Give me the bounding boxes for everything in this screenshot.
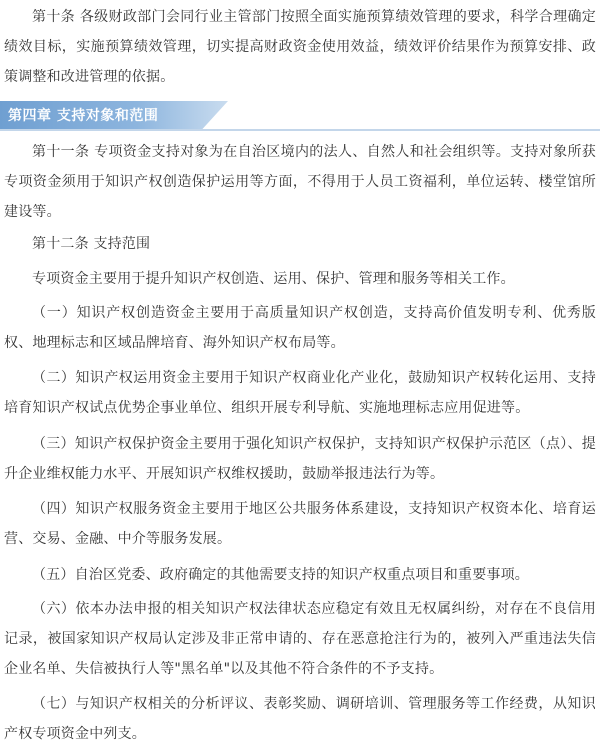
article-12-item-1: （一）知识产权创造资金主要用于高质量知识产权创造，支持高价值发明专利、优秀版权、地理标志和区域品牌培育、海外知识产权布局等。 (4, 305, 596, 351)
article-12-item-2: （二）知识产权运用资金主要用于知识产权商业化产业化，鼓励知识产权转化运用、支持培育知识产权试点优势企事业单位、组织开展专利导航、实施地理标志应用促进等。 (4, 370, 596, 416)
article-12-item-6: （六）依本办法申报的相关知识产权法律状态应稳定有效且无权属纠纷，对存在不良信用记录，被国家知识产权局认定涉及非正常申请的、存在恶意抢注行为的，被列入严重违法失信企业名单、失信被执行人等"黑名单"以及其他不符合条件的不予支持。 (4, 601, 596, 677)
article-12-item-4: （四）知识产权服务资金主要用于地区公共服务体系建设，支持知识产权资本化、培育运营、交易、金融、中介等服务发展。 (4, 501, 596, 547)
article-10-paragraph: 第十条 各级财政部门会同行业主管部门按照全面实施预算绩效管理的要求，科学合理确定绩效目标，实施预算绩效管理，切实提高财政资金使用效益，绩效评价结果作为预算安排、政策调整和改进管理的依据。 (4, 9, 596, 85)
article-12-item-5: （五）自治区党委、政府确定的其他需要支持的知识产权重点项目和重要事项。 (32, 567, 529, 583)
article-12-item-3: （三）知识产权保护资金主要用于强化知识产权保护，支持知识产权保护示范区（点）、提升企业维权能力水平、开展知识产权维权援助，鼓励举报违法行为等。 (4, 436, 596, 482)
chapter-4-title: 第四章 支持对象和范围 (8, 108, 159, 124)
article-12-intro: 专项资金主要用于提升知识产权创造、运用、保护、管理和服务等相关工作。 (32, 271, 515, 287)
chapter-4-banner (0, 101, 600, 131)
article-12-heading: 第十二条 支持范围 (32, 236, 151, 252)
article-12-item-7: （七）与知识产权相关的分析评议、表彰奖励、调研培训、管理服务等工作经费，从知识产权专项资金中列支。 (4, 696, 596, 742)
article-11-paragraph: 第十一条 专项资金支持对象为在自治区境内的法人、自然人和社会组织等。支持对象所获专项资金须用于知识产权创造保护运用等方面，不得用于人员工资福利，单位运转、楼堂馆所建设等。 (4, 144, 596, 220)
